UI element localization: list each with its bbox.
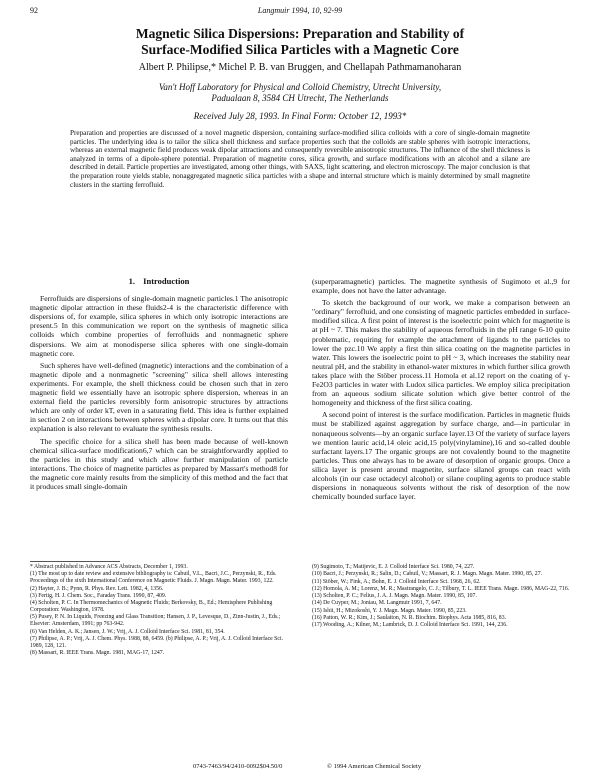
affiliation bbox=[60, 82, 540, 104]
abstract: Preparation and properties are discussed of a novel magnetic dispersion, containing surface-modified silica colloids with a core of single-domain magnetite particles. The underlying idea is to tailor the silica shell thickness and surface properties such that the colloids are stable spheres with isotropic interactions, whereas an external magnetic field produces weak dipolar attractions and consequently reversible anisotropic structures. The influence of the shell thickness is analyzed in terms of a dipole-sphere potential. Preparation of magnetite cores, silica growth, and surface modifications with an alcohol and a silane are described in detail. Particle properties are investigated, among other things, with SAXS, light scattering, and electron microscopy. The major conclusion is that the preparation route yields stable, nonaggregated magnetic silica particles with a shape and internal structure which is mainly determined by small magnetite clusters in the starting ferrofluid. bbox=[70, 129, 530, 189]
reference: (14) De Cuyper, M.; Joniau, M. Langmuir 1991, 7, 647. bbox=[312, 600, 442, 607]
publication-code: 0743-7463/94/2410-0092$04.50/0 bbox=[193, 763, 283, 770]
reference: (13) Scholten, P. C.; Felius, J. A. J. Magn. Magn. Mater. 1990, 85, 107. bbox=[312, 593, 477, 600]
reference: (2) Hayter, J. B.; Pynn, R. Phys. Rev. Lett. 1982, 4, 1356. bbox=[30, 585, 164, 592]
body-paragraph: To sketch the background of our work, we make a comparison between an "ordinary" ferrofluid, and one consisting of magnetic particles embedded in surface-modified silica. A first point of interest is the isoelectric point which for magnetite is at pH ~ 7. This makes the stability of aqueous ferrofluids in the pH range 6-10 quite problematic, requiring for example the attachment of ligands to the particles to lower the pzc.10 We apply a first thin silica coating on the magnetite particles in water. This lowers the isoelectric point to pH ~ 3, which increases the stability near neutral pH, and the stability in ethanol-water mixtures in which further silica growth takes place with the Stöber process.11 Homola et al.12 report on the coating of γ-Fe2O3 particles in water with Ludox silica particles. We employ silica precipitation from an aqueous sodium silicate solution which give better control of the homogeneity and thickness of the first silica coating. bbox=[312, 298, 570, 408]
body-paragraph: Ferrofluids are dispersions of single-domain magnetic particles.1 The anisotropic magnetic dipolar attraction in these fluids2-4 is the characteristic difference with dispersions of, for example, silica spheres in which only isotropic interactions are present.5 In this communication we report on the synthesis of magnetic silica colloids which combine properties of ferrofluids and nonmagnetic sphere dispersions. We aim at monodisperse silica spheres with one single-domain magnetic core. bbox=[30, 294, 288, 358]
page-number: 92 bbox=[30, 6, 38, 15]
article-title bbox=[40, 26, 560, 58]
received-dates: Received July 28, 1993. In Final Form: October 12, 1993* bbox=[193, 111, 407, 121]
section-number: 1. bbox=[128, 276, 136, 286]
copyright-notice: © 1994 American Chemical Society bbox=[327, 763, 422, 770]
running-header bbox=[30, 6, 570, 18]
reference: (11) Stöber, W.; Fink, A.; Bohn, E. J. Colloid Interface Sci. 1968, 26, 62. bbox=[312, 578, 481, 585]
reference: (7) Philipse, A. P.; Vrij, A. J. Chem. Phys. 1988, 88, 6459. (b) Philipse, A. P.; Vrij, A. J. Colloid Interface Sci. 1989, 128, 121. bbox=[30, 636, 284, 650]
reference: (16) Patton, W. R.; Kim, J.; Saulaiton, N. R. Biochim. Biophys. Acta 1985, 816, 83. bbox=[312, 615, 507, 622]
affiliation-line: Van't Hoff Laboratory for Physical and Colloid Chemistry, Utrecht University, bbox=[158, 82, 442, 92]
reference: (3) Fertig, H. J. Chem. Soc., Faraday Trans. 1990, 87, 409. bbox=[30, 592, 167, 599]
reference: (17) Wooding, A.; Kilner, M.; Lambrick, D. J. Colloid Interface Sci. 1991, 144, 236. bbox=[312, 622, 508, 629]
footnotes-right bbox=[312, 564, 570, 630]
body-column-right bbox=[312, 277, 570, 501]
reference: (4) Scholten, P. C. In Thermomechanics of Magnetic Fluids; Berkovsky, B., Ed.; Hemisphere Publishing Corporation: Washington, 1978. bbox=[30, 600, 273, 614]
reference: (6) Van Helden, A. K.; Jansen, J. W.; Vrij, A. J. Colloid Interface Sci. 1981, 81, 354. bbox=[30, 628, 225, 635]
reference: (8) Massart, R. IEEE Trans. Magn. 1981, MAG-17, 1247. bbox=[30, 650, 165, 657]
footnote: * Abstract published in Advance ACS Abstracts, December 1, 1993. bbox=[30, 564, 188, 570]
author-list: Albert P. Philipse,* Michel P. B. van Bruggen, and Chellapah Pathmamanoharan bbox=[138, 62, 462, 73]
reference: (1) The most up to date review and extensive bibliography is: Cabuil, V.L., Bacri, J.C., Perzynski, R., Eds. Proceedings of the sixth International Conference on Magnetic Fluids. J. Magn. Magn. Mater. 1993, 122. bbox=[30, 571, 277, 585]
body-paragraph: The specific choice for a silica shell has been made because of well-known chemical silica-surface modification6,7 which can be straightforwardly applied to the particles in this study and which allow further manipulation of particle interactions. The choice of magnetite particles as prepared by Massart's method8 for the magnetic core mainly results from the simplicity of this method and the fact that it produces small single-domain bbox=[30, 436, 288, 491]
reference: (5) Pusey, P. N. In Liquids, Freezing and Glass Transition; Hansen, J. P., Levesque, D., Zinn-Justin, J., Eds.; Elsevier: Amsterdam, 1991; pp 763-942. bbox=[30, 614, 281, 628]
footnote-rule bbox=[30, 561, 120, 562]
affiliation-line: Padualaan 8, 3584 CH Utrecht, The Netherlands bbox=[211, 93, 389, 103]
body-paragraph: (superparamagnetic) particles. The magnetite synthesis of Sugimoto et al.,9 for example, does not have the latter advantage. bbox=[312, 277, 570, 296]
body-paragraph: A second point of interest is the surface modification. Particles in magnetic fluids must be stabilized against aggregation by surface charge, and—in particular in nonaqueous solvents—by an organic surface layer.13 Of the variety of surface layers we mention lauric acid,14 oleic acid,15 poly(vinylamine),16 and so-called double surfactant layers.17 The organic groups are not covalently bound to the magnetite particles. Thus one always has to be aware of desorption of organic groups. Once a silica layer is present around magnetite, surface silanol groups can react with alcohols (in our case octadecyl alcohol) or silane coupling agents to produce stable dispersions in nonaqueous solvents without the risk of desorption of the now chemically bounded surface layer. bbox=[312, 410, 570, 502]
journal-citation: Langmuir 1994, 10, 92-99 bbox=[257, 6, 343, 15]
reference: (9) Sugimoto, T.; Matijevic, E. J. Colloid Interface Sci. 1980, 74, 227. bbox=[312, 564, 475, 570]
reference: (15) Ishii, H.; Mizokoshi, Y. J. Magn. Magn. Mater. 1990, 85, 223. bbox=[312, 607, 467, 614]
reference: (10) Bacri, J.; Perzynski, R.; Salin, D.; Cabuil, V.; Massart, R. J. Magn. Magn. Mater. 1990, 85, 27. bbox=[312, 571, 543, 578]
reference: (12) Homola, A. M.; Lorenz, M. R.; Mastrangelo, C. J.; Tilbury, T. L. IEEE Trans. Magn. 1986, MAG-22, 716. bbox=[312, 585, 570, 592]
title-line: Surface-Modified Silica Particles with a Magnetic Core bbox=[141, 42, 459, 57]
body-paragraph: Such spheres have well-defined (magnetic) interactions and the combination of a magnetic dipole and a nonmagnetic "screening" silica shell allows interesting experiments. For example, the shell thickness could be chosen such that in zero magnetic field we essentially have an isotropic sphere dispersion, whereas in an external field the particles reversibly form anisotropic structures by attractions which are only of order kT, even in a saturating field. This idea is further explained in section 2 on interactions between spheres with a dipolar core. It turns out that this explanation is also relevant to evaluate the synthesis results. bbox=[30, 360, 288, 434]
title-line: Magnetic Silica Dispersions: Preparation and Stability of bbox=[135, 26, 465, 41]
footnotes-left bbox=[30, 564, 288, 658]
section-title: Introduction bbox=[143, 276, 190, 286]
section-heading bbox=[30, 277, 288, 286]
body-column-left bbox=[30, 277, 288, 491]
